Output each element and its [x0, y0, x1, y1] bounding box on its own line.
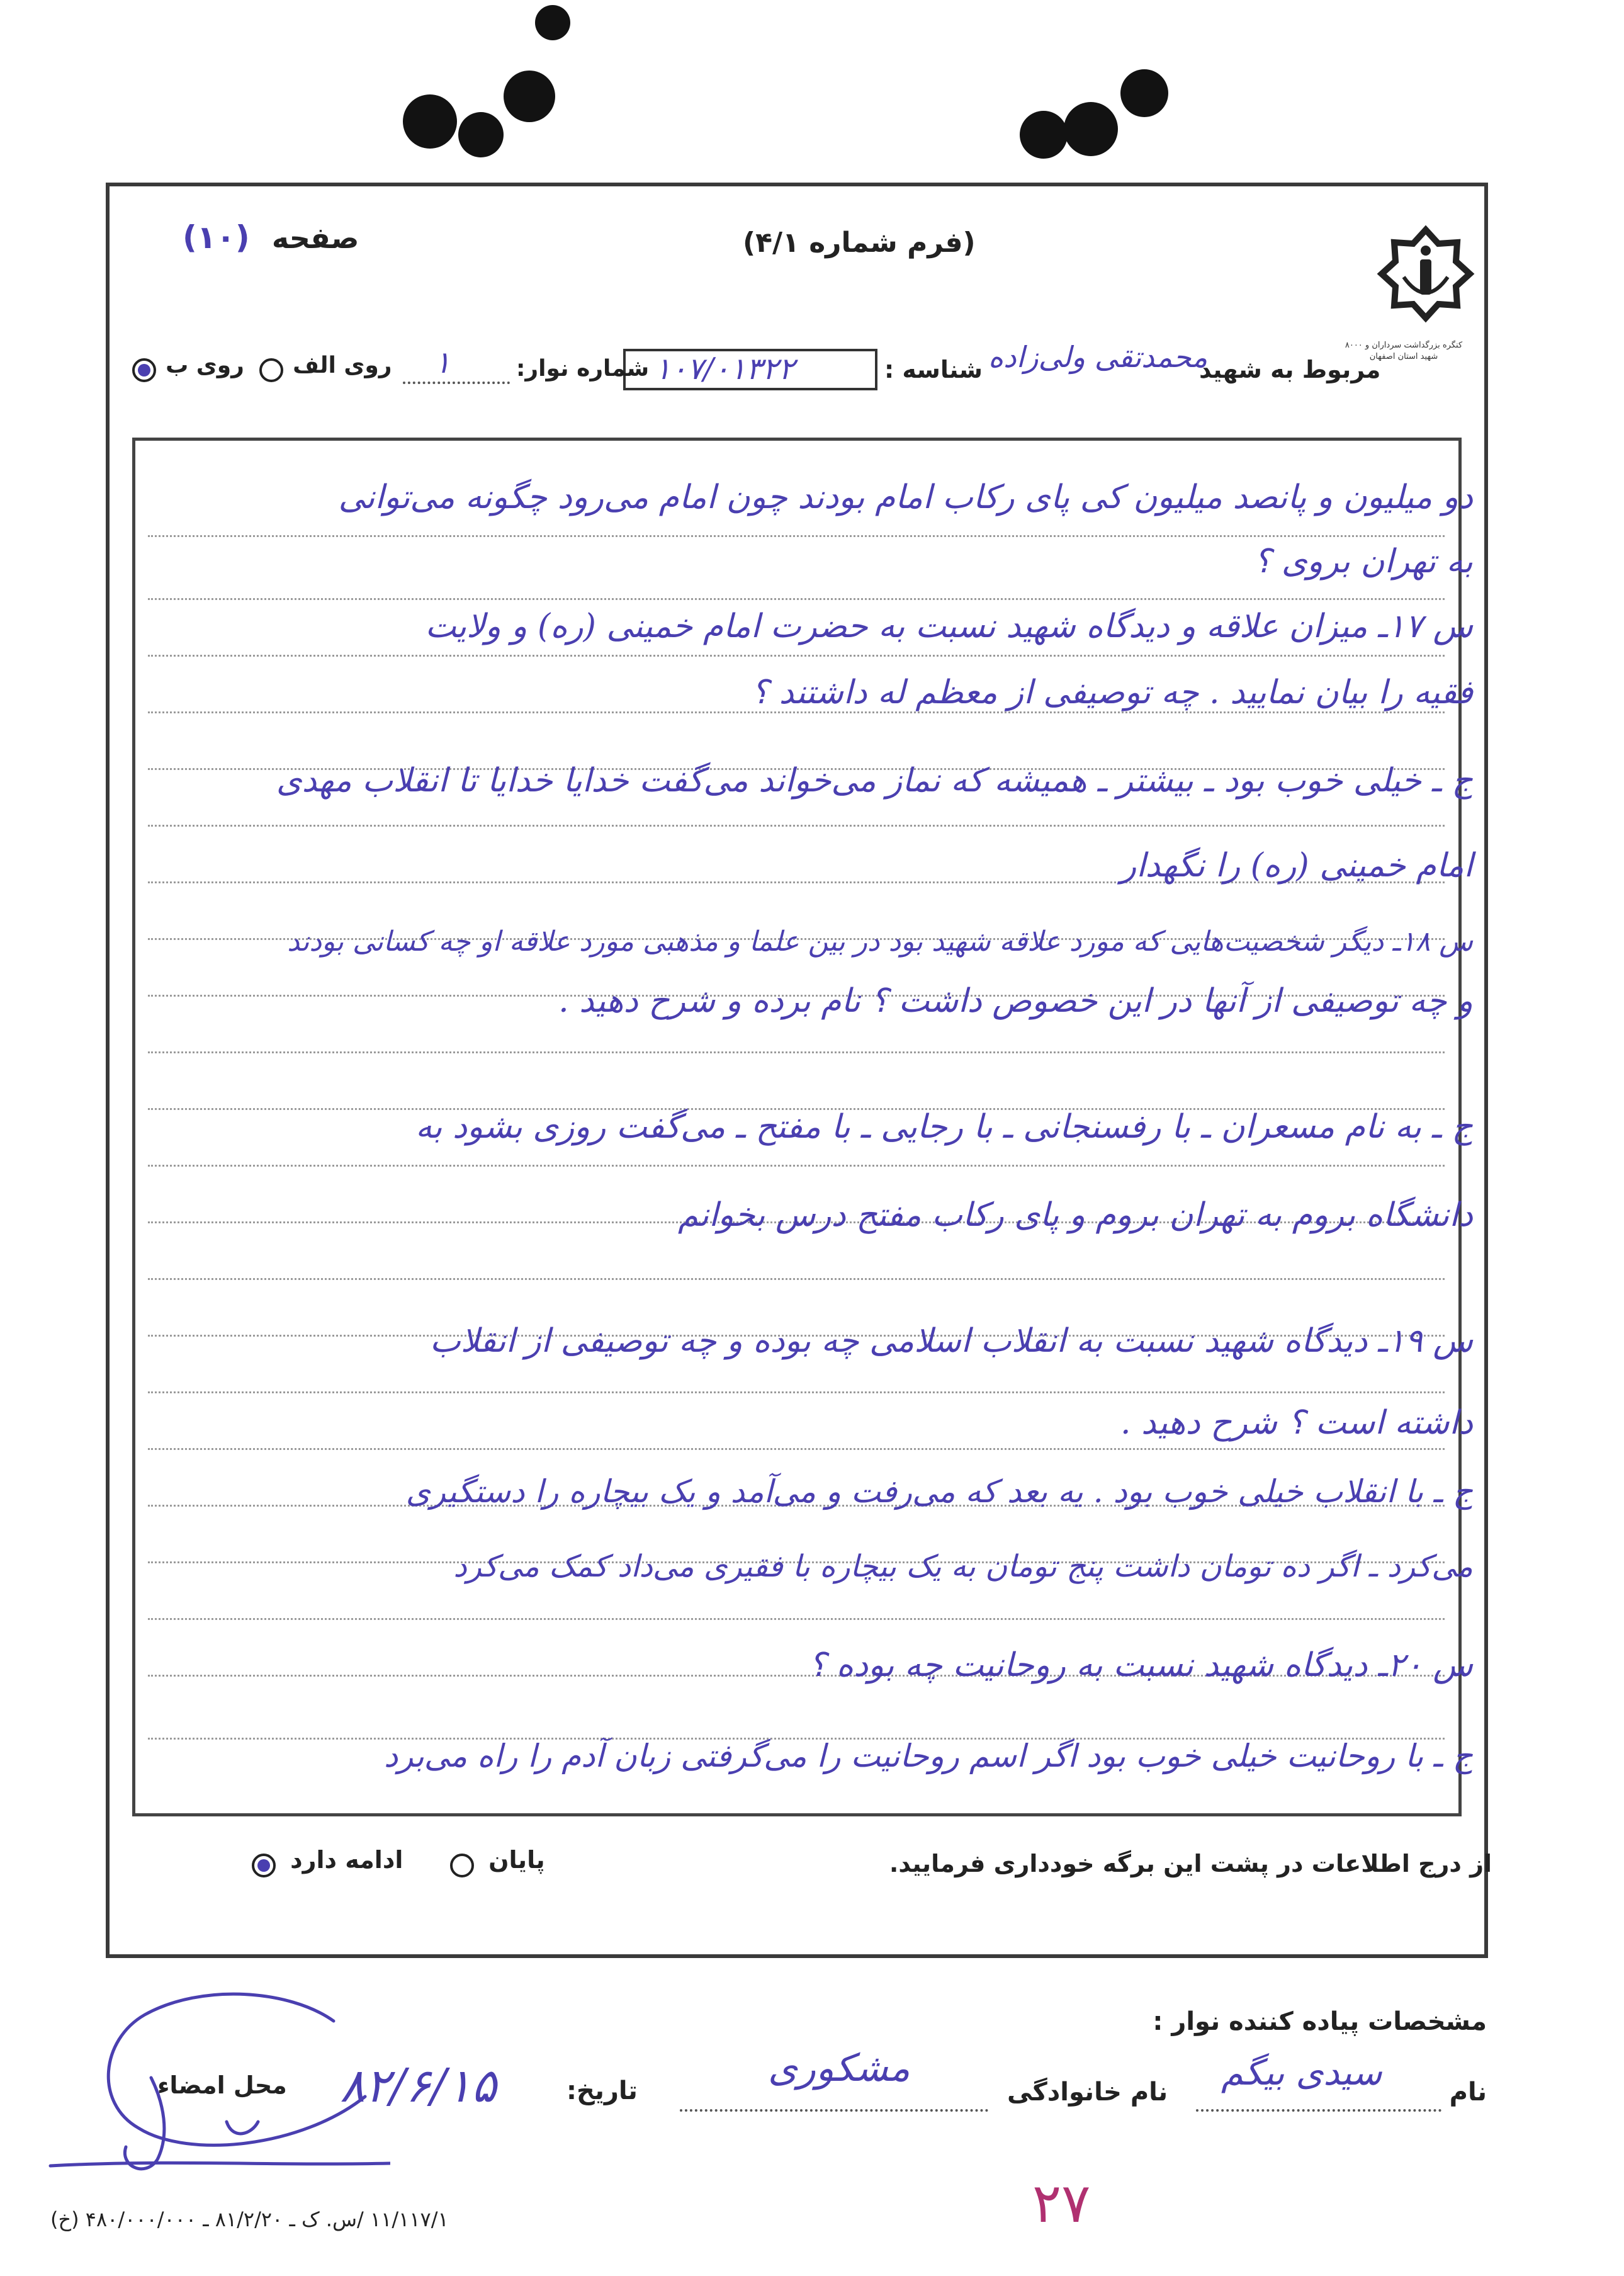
transcript-line: ج ـ خیلی خوب بود ـ بیشتر ـ همیشه که نماز می‌خواند می‌گفت خدایا خدایا تا انقلاب مهدی: [276, 762, 1473, 800]
transcriber-heading: مشخصات پیاده کننده نوار :: [1153, 2007, 1487, 2036]
transcript-line: س ۲۰ـ دیدگاه شهید نسبت به روحانیت چه بوده ؟: [808, 1646, 1473, 1684]
side-a-radio[interactable]: [259, 358, 283, 382]
tape-number-label: شماره نوار:: [516, 356, 650, 382]
transcript-line: دو میلیون و پانصد میلیون کی پای رکاب امام بودند چون امام می‌رود چگونه می‌توانی: [338, 478, 1473, 516]
punch-hole: [1020, 111, 1068, 159]
punch-hole: [1064, 102, 1118, 156]
side-a-option[interactable]: [259, 353, 392, 382]
continue-radio[interactable]: [252, 1854, 276, 1877]
transcript-line: داشته است ؟ شرح دهید .: [1120, 1404, 1473, 1442]
identifier-label: شناسه :: [884, 356, 983, 383]
ruled-line: [148, 655, 1445, 657]
page-number: (۱۰): [183, 219, 250, 256]
transcript-line: فقیه را بیان نمایید . چه توصیفی از معظم له داشتند ؟: [751, 674, 1473, 711]
ruled-line: [148, 1618, 1445, 1620]
transcript-line: س ۱۸ـ دیگر شخصیت‌هایی که مورد علاقه شهید بود در بین علما و مذهبی مورد علاقه او چه کسانی بودند: [287, 926, 1473, 958]
transcript-line: به تهران بروی ؟: [1253, 543, 1473, 580]
side-b-option[interactable]: [132, 353, 244, 382]
transcript-line: دانشگاه بروم به تهران بروم و پای رکاب مفتح درس بخوانم: [677, 1196, 1473, 1234]
tape-number-field: [403, 353, 510, 384]
martyr-label: مربوط به شهید: [1199, 356, 1381, 383]
date-label: تاریخ:: [567, 2076, 638, 2105]
date-value: ۸۲/۶/۱۵: [340, 2059, 497, 2113]
identifier-value: ۱۰۷/۰۱۳۲۲: [655, 351, 795, 387]
notice-text: از درج اطلاعات در پشت این برگه خودداری فرمایید.: [889, 1850, 1492, 1877]
transcript-line: می‌کرد ـ اگر ده تومان داشت پنج تومان به یک بیچاره با فقیری می‌داد کمک می‌کرد: [453, 1549, 1473, 1584]
tape-number-value: ۱: [434, 345, 451, 380]
transcript-line: ج ـ با انقلاب خیلی خوب بود . یه بعد که می‌رفت و می‌آمد و یک بیچاره را دستگیری: [405, 1473, 1473, 1510]
continue-label: ادامه دارد: [290, 1846, 403, 1874]
name-value: سیدی بیگم: [1221, 2052, 1382, 2093]
signature-label: محل امضاء: [157, 2071, 287, 2099]
punch-hole: [403, 94, 457, 149]
end-option[interactable]: [450, 1846, 545, 1877]
organization-name: کنگره بزرگداشت سرداران و ۸۰۰۰ شهید استان اصفهان: [1345, 341, 1463, 361]
martyr-name: محمدتقی ولی‌زاده: [988, 340, 1208, 374]
ruled-line: [148, 535, 1445, 537]
punch-hole: [458, 112, 504, 157]
transcript-line: امام خمینی (ره) را نگهدار: [1120, 847, 1473, 885]
name-label: نام: [1449, 2078, 1487, 2107]
punch-hole: [535, 5, 570, 40]
ruled-line: [148, 598, 1445, 600]
transcript-line: ج ـ به نام مسعران ـ با رفسنجانی ـ با رجایی ـ با مفتح ـ می‌گفت روزی بشود به: [415, 1108, 1473, 1146]
family-value: مشکوری: [768, 2046, 910, 2090]
continue-option[interactable]: [252, 1846, 403, 1877]
ruled-line: [148, 1278, 1445, 1280]
punch-hole: [1120, 69, 1168, 117]
end-radio[interactable]: [450, 1854, 474, 1877]
end-label: پایان: [488, 1846, 545, 1874]
punch-hole: [504, 71, 555, 122]
transcript-line: و چه توصیفی از آنها در این خصوص داشت ؟ نام برده و شرح دهید .: [558, 982, 1473, 1020]
ruled-line: [148, 1051, 1445, 1053]
ruled-line: [148, 1165, 1445, 1167]
ruled-line: [148, 1391, 1445, 1393]
family-label: نام خانوادگی: [1007, 2078, 1168, 2107]
page-label: صفحه: [271, 221, 359, 255]
print-code: ۱۱/۱۱۷/۱ /س. ک ـ ۸۱/۲/۲۰ ـ ۴۸۰/۰۰۰/۰۰۰ (خ): [50, 2207, 449, 2231]
organization-logo: [1372, 220, 1479, 340]
ruled-line: [148, 825, 1445, 827]
transcript-line: ج ـ با روحانیت خیلی خوب بود اگر اسم روحانیت را می‌گرفتی زبان آدم را راه می‌برد: [383, 1738, 1473, 1774]
side-b-radio[interactable]: [132, 358, 156, 382]
page-number-block: [183, 219, 359, 256]
transcript-line: س ۱۹ـ دیدگاه شهید نسبت به انقلاب اسلامی چه بوده و چه توصیفی از انقلاب: [429, 1322, 1473, 1360]
page-mark: ۲۷: [1032, 2172, 1091, 2235]
side-b-label: روی ب: [166, 353, 244, 378]
transcript-line: س ۱۷ـ میزان علاقه و دیدگاه شهید نسبت به حضرت امام خمینی (ره) و ولایت: [425, 608, 1473, 645]
signature-mark: [38, 1977, 390, 2191]
ruled-line: [148, 711, 1445, 713]
side-a-label: روی الف: [293, 353, 392, 378]
form-number: (فرم شماره ۴/۱): [743, 227, 976, 259]
ruled-line: [148, 1448, 1445, 1450]
